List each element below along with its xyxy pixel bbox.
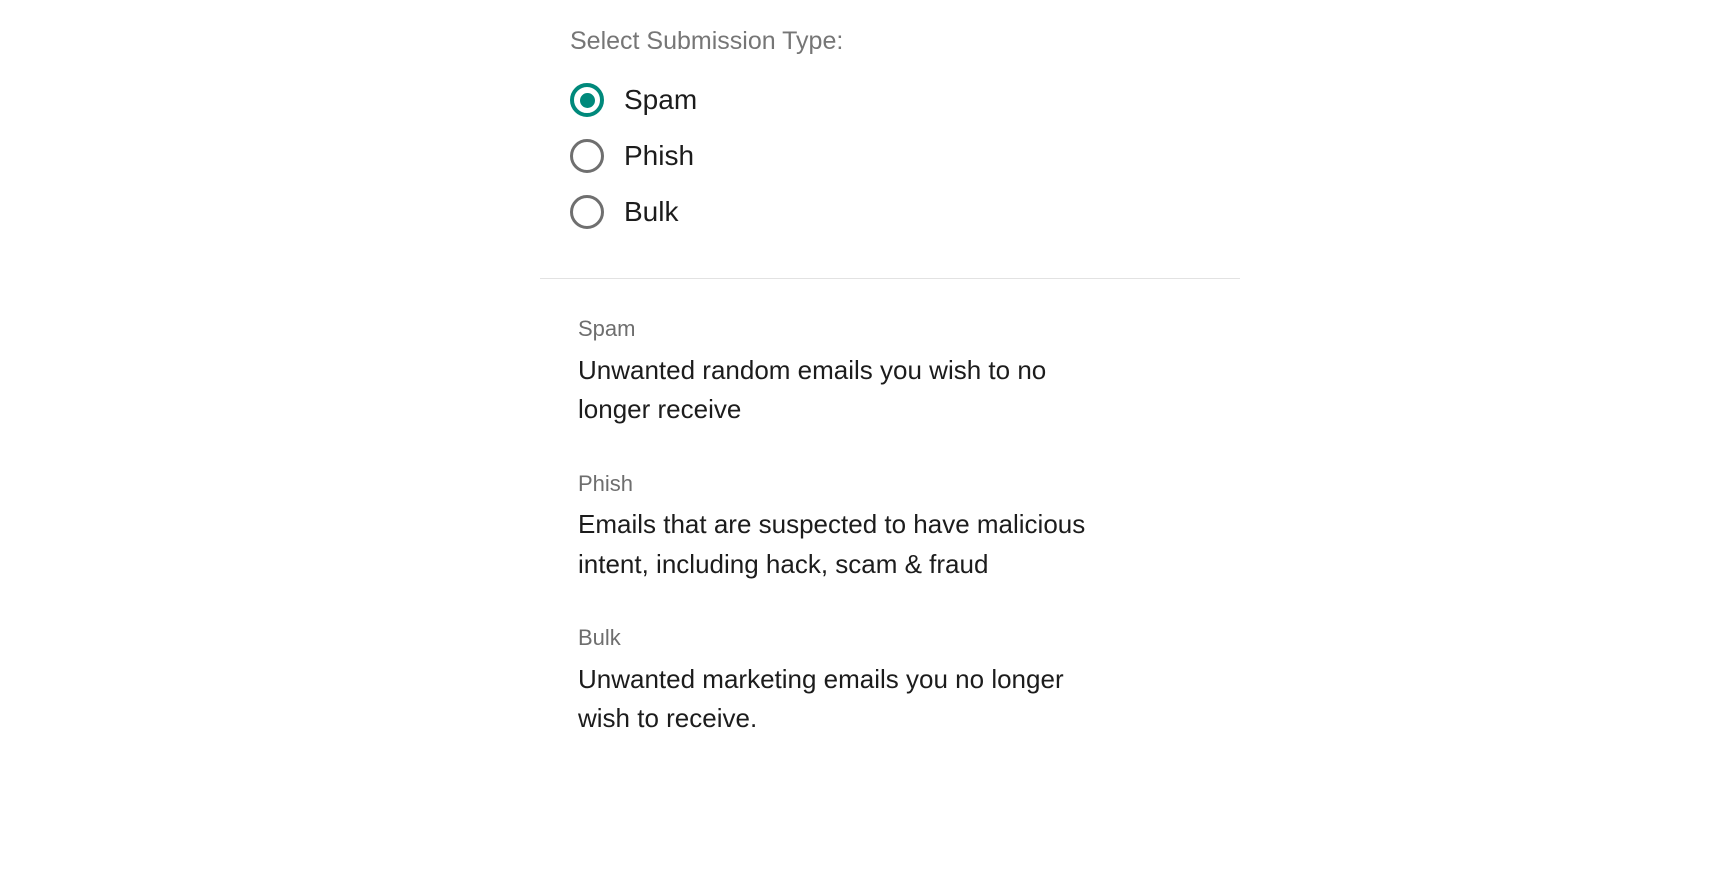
radio-option-label: Spam (624, 84, 698, 115)
radio-option-spam[interactable] (570, 72, 1240, 128)
radio-selected-dot-icon (580, 93, 595, 108)
definition-item (578, 470, 1240, 585)
submission-type-panel (540, 0, 1240, 779)
section-label: Select Submission Type: (570, 27, 844, 55)
radio-button-icon[interactable] (570, 139, 604, 173)
radio-selected-dot-icon (580, 205, 595, 220)
definition-term: Spam (578, 316, 636, 341)
definition-description: Unwanted marketing emails you no longer wish to receive. (578, 663, 1064, 734)
radio-option-label: Phish (624, 140, 695, 171)
definitions-list (578, 315, 1240, 739)
definition-item (578, 624, 1240, 739)
definition-description: Unwanted random emails you wish to no longer receive (578, 354, 1047, 425)
definition-item (578, 315, 1240, 430)
radio-button-icon[interactable] (570, 195, 604, 229)
radio-selected-dot-icon (580, 149, 595, 164)
radio-option-phish[interactable] (570, 128, 1240, 184)
radio-button-icon[interactable] (570, 83, 604, 117)
radio-option-bulk[interactable] (570, 184, 1240, 240)
radio-option-label: Bulk (624, 196, 679, 227)
definition-term: Phish (578, 470, 634, 496)
submission-type-radio-group[interactable] (570, 72, 1240, 240)
definition-description: Emails that are suspected to have malicious intent, including hack, scam & fraud (578, 509, 1086, 579)
section-divider (540, 278, 1240, 279)
definition-term: Bulk (578, 625, 621, 651)
